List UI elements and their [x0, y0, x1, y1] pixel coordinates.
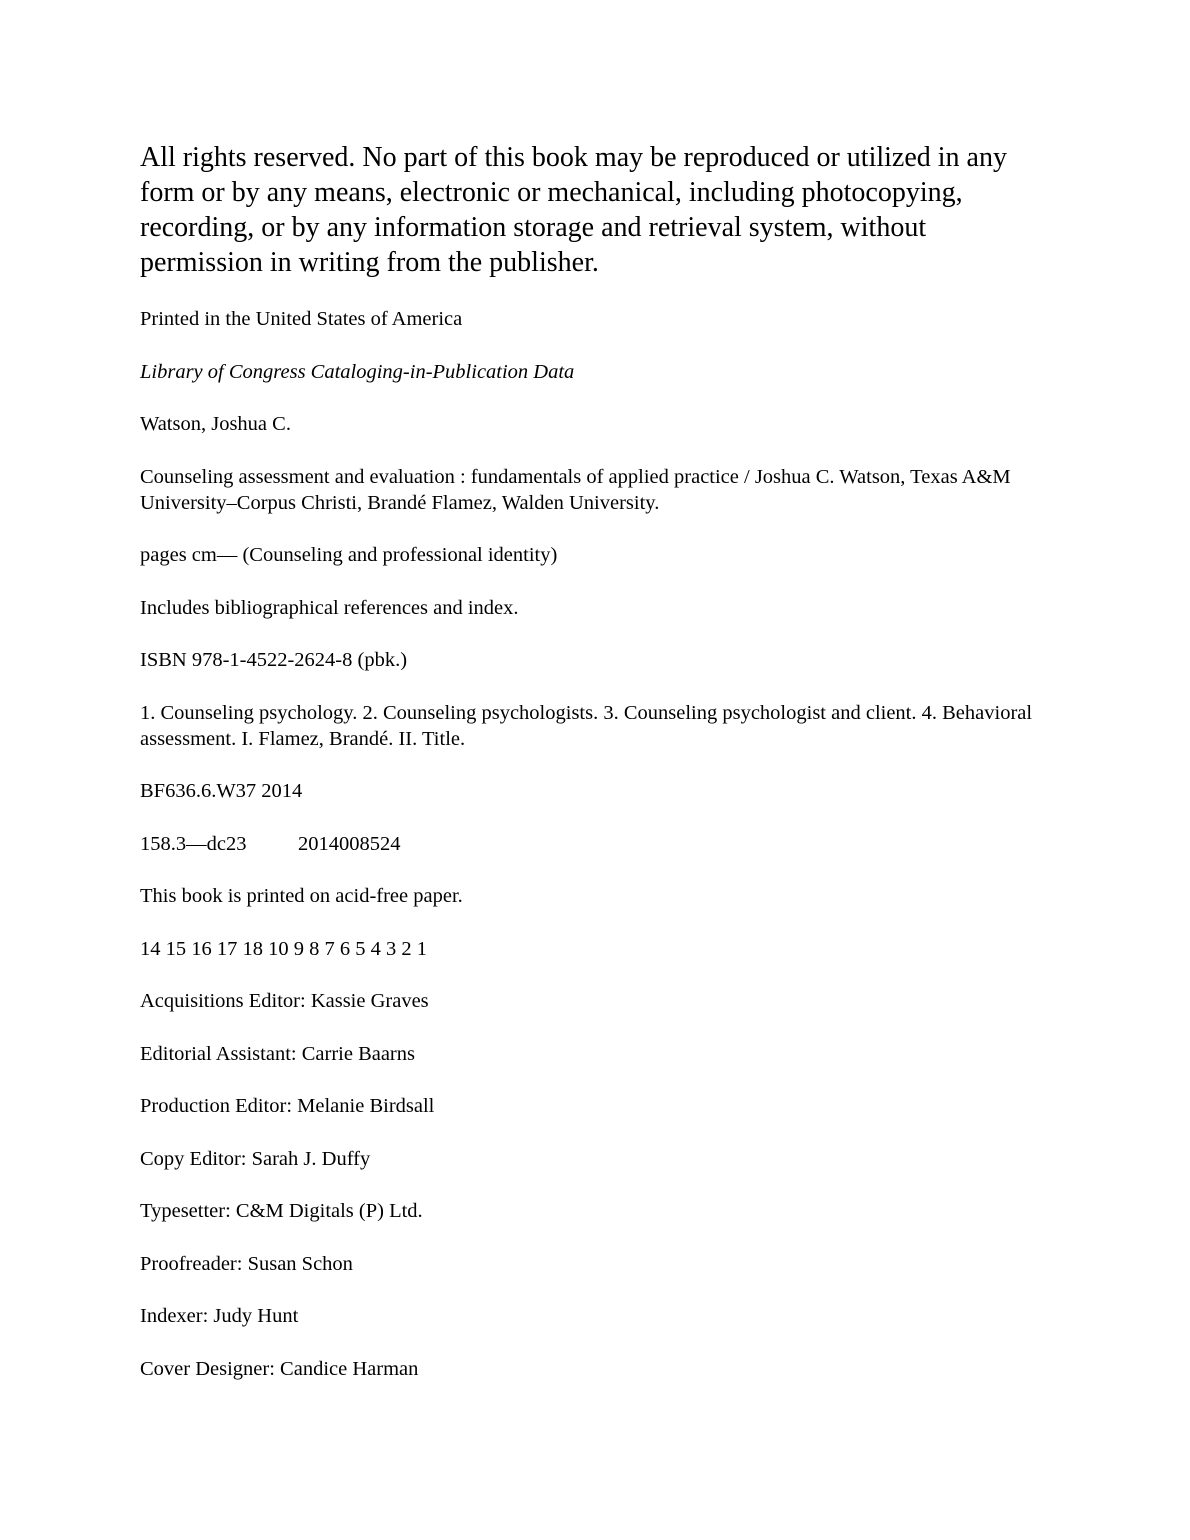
cip-heading: Library of Congress Cataloging-in-Publication Data [140, 360, 575, 383]
credit-editorial-assistant: Editorial Assistant: Carrie Baarns [140, 1042, 415, 1065]
credit-proofreader: Proofreader: Susan Schon [140, 1252, 353, 1275]
cip-author: Watson, Joshua C. [140, 413, 291, 435]
cip-call-number: BF636.6.W37 2014 [140, 780, 303, 802]
cip-isbn: ISBN 978-1-4522-2624-8 (pbk.) [140, 649, 408, 671]
cip-title-statement: Counseling assessment and evaluation : fundamentals of applied practice / Joshua C. Watson, Texas A&M University–Corpus Christi, Brandé Flamez, Walden University. [140, 465, 1011, 514]
cip-subjects: 1. Counseling psychology. 2. Counseling psychologists. 3. Counseling psychologist and client. 4. Behavioral assessment. I. Flamez, Brandé. II. Title. [140, 701, 1033, 750]
credit-production-editor: Production Editor: Melanie Birdsall [140, 1095, 435, 1117]
rights-statement: All rights reserved. No part of this book may be reproduced or utilized in any form or by any means, electronic or mechanical, including photocopying, recording, or by any information storage and retrieval system, without permission in writing from the publisher. [140, 142, 1007, 278]
copyright-page [140, 140, 1050, 1408]
credit-indexer: Indexer: Judy Hunt [140, 1305, 299, 1327]
cip-classification [140, 831, 1050, 857]
printed-in: Printed in the United States of America [140, 308, 463, 330]
cip-pages: pages cm— (Counseling and professional identity) [140, 544, 558, 566]
print-line: 14 15 16 17 18 10 9 8 7 6 5 4 3 2 1 [140, 937, 427, 960]
credit-typesetter: Typesetter: C&M Digitals (P) Ltd. [140, 1200, 423, 1222]
cip-bibliography: Includes bibliographical references and index. [140, 596, 519, 619]
credit-acquisitions-editor: Acquisitions Editor: Kassie Graves [140, 990, 429, 1012]
lccn-number: 2014008524 [298, 832, 401, 855]
dewey-number: 158.3—dc23 [140, 832, 247, 855]
acid-free-note: This book is printed on acid-free paper. [140, 885, 463, 907]
credit-copy-editor: Copy Editor: Sarah J. Duffy [140, 1147, 371, 1170]
credit-cover-designer: Cover Designer: Candice Harman [140, 1357, 419, 1380]
